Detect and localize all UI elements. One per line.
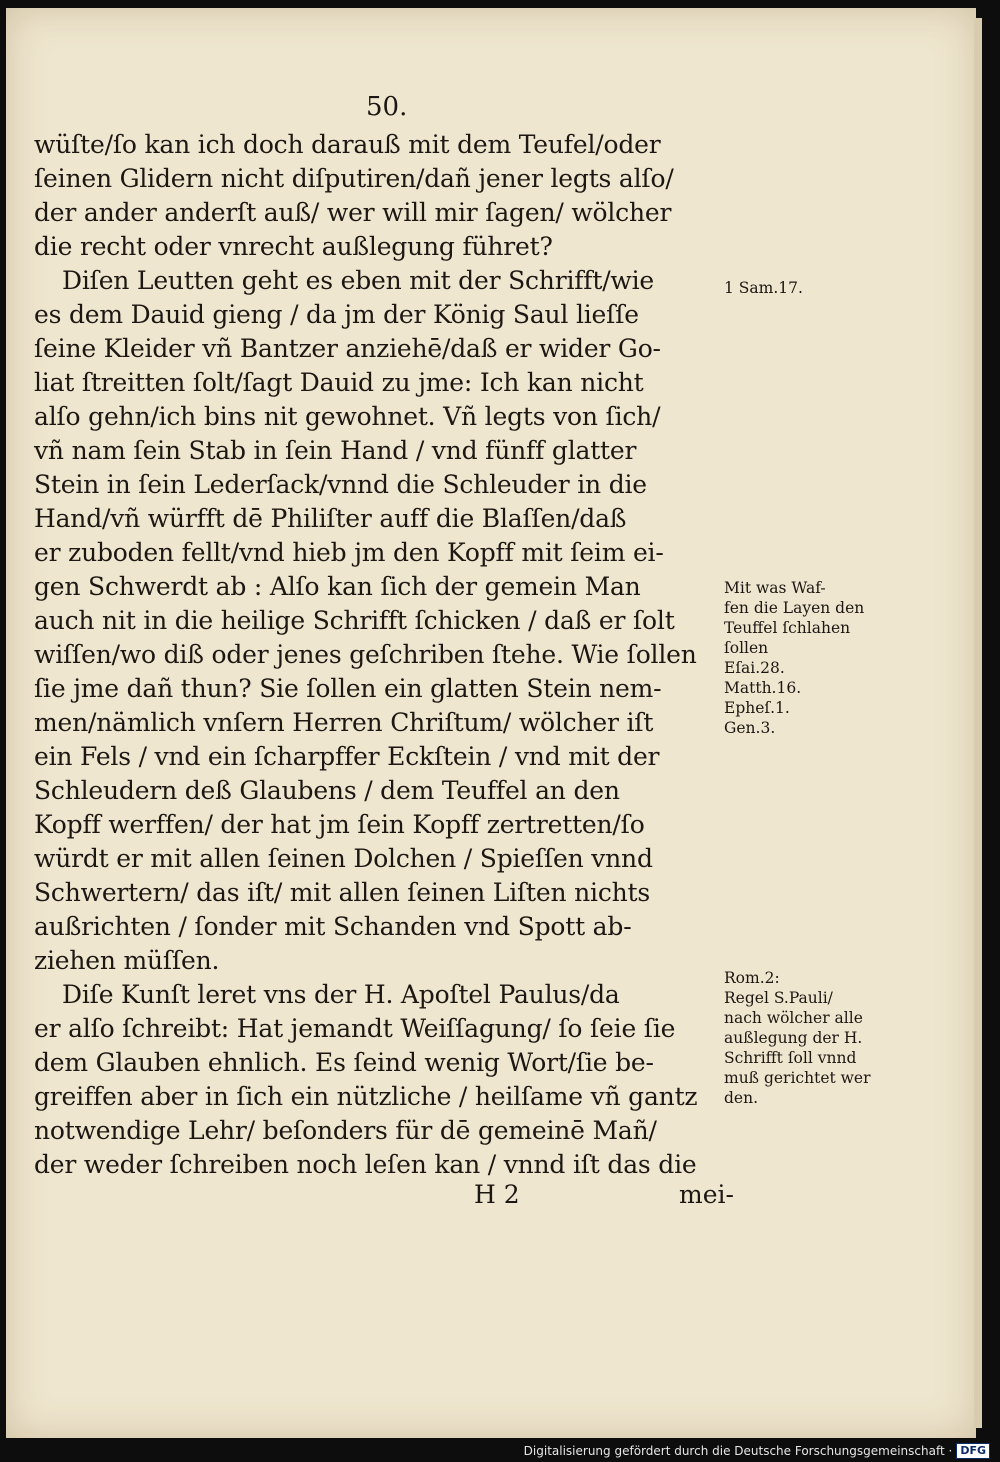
text-line: würdt er mit allen ſeinen Dolchen / Spieſſen vnnd [34, 844, 653, 873]
signature-mark: H 2 [474, 1180, 520, 1209]
text-line: greiffen aber in ſich ein nützliche / heilſame vñ gantz [34, 1082, 698, 1111]
text-line: die recht oder vnrecht außlegung führet? [34, 232, 553, 261]
margin-note-line: Mit was Waf- [724, 579, 826, 597]
margin-note-line: Eſai.28. [724, 659, 785, 677]
text-line: außrichten / ſonder mit Schanden vnd Spott ab- [34, 912, 632, 941]
text-line: gen Schwerdt ab : Alſo kan ſich der gemein Man [34, 572, 641, 601]
text-line: vñ nam ſein Stab in ſein Hand / vnd fünff glatter [34, 436, 637, 465]
text-line: alſo gehn/ich bins nit gewohnet. Vñ legts von ſich/ [34, 402, 661, 431]
text-line: wiſſen/wo diß oder jenes geſchriben ſtehe. Wie ſollen [34, 640, 697, 669]
text-line: notwendige Lehr/ beſonders für dē gemeinē Mañ/ [34, 1116, 657, 1145]
text-line: Kopff werffen/ der hat jm ſein Kopff zertretten/ſo [34, 810, 645, 839]
text-line: er alſo ſchreibt: Hat jemandt Weiſſagung/ ſo ſeie ſie [34, 1014, 676, 1043]
text-line: dem Glauben ehnlich. Es ſeind wenig Wort/ſie be- [34, 1048, 654, 1077]
margin-note-line: Gen.3. [724, 719, 776, 737]
margin-note-line: fen die Layen den [724, 599, 865, 617]
text-line: Schleudern deß Glaubens / dem Teuffel an den [34, 776, 620, 805]
text-line: es dem Dauid gieng / da jm der König Saul lieſſe [34, 300, 639, 329]
text-line: Schwertern/ das iſt/ mit allen ſeinen Liſten nichts [34, 878, 651, 907]
page-edge [974, 18, 982, 1428]
margin-note-line: Matth.16. [724, 679, 802, 697]
funding-text: Digitalisierung gefördert durch die Deutsche Forschungsgemeinschaft · [523, 1444, 953, 1458]
catchword-line [34, 1180, 734, 1220]
page-number: 50. [366, 92, 408, 122]
margin-note-line: muß gerichtet wer [724, 1069, 871, 1087]
text-line: er zuboden fellt/vnd hieb jm den Kopff mit ſeim ei- [34, 538, 664, 567]
text-line: ſeinen Glidern nicht diſputiren/dañ jener legts alſo/ [34, 164, 674, 193]
margin-note-line: Rom.2: [724, 969, 780, 987]
margin-note-paul-rule [724, 968, 914, 1108]
text-line: der ander anderſt auß/ wer will mir ſagen/ wölcher [34, 198, 672, 227]
main-text-block [34, 128, 734, 1182]
margin-note-line: Regel S.Pauli/ [724, 989, 833, 1007]
text-line: der weder ſchreiben noch leſen kan / vnnd iſt das die [34, 1150, 697, 1179]
text-line: men/nämlich vnſern Herren Chriſtum/ wölcher iſt [34, 708, 654, 737]
margin-note-line: Epheſ.1. [724, 699, 790, 717]
margin-note-line: außlegung der H. [724, 1029, 863, 1047]
text-line: ſie jme dañ thun? Sie ſollen ein glatten Stein nem- [34, 674, 662, 703]
text-line: wüſte/ſo kan ich doch darauß mit dem Teufel/oder [34, 130, 661, 159]
text-line: Stein in ſein Lederſack/vnnd die Schleuder in die [34, 470, 647, 499]
text-line: Hand/vñ würfft dē Philiſter auff die Blaſſen/daß [34, 504, 627, 533]
text-line: ein Fels / vnd ein ſcharpffer Eckſtein / vnd mit der [34, 742, 660, 771]
margin-note-line: Schrifft ſoll vnnd [724, 1049, 857, 1067]
margin-note-line: nach wölcher alle [724, 1009, 863, 1027]
dfg-logo: DFG [956, 1443, 990, 1459]
margin-note-sam [724, 278, 914, 298]
margin-note-line: 1 Sam.17. [724, 279, 803, 297]
text-line: Diſen Leutten geht es eben mit der Schrifft/wie [62, 266, 655, 295]
text-line: Diſe Kunſt leret vns der H. Apoſtel Paulus/da [62, 980, 620, 1009]
margin-note-line: ſollen [724, 639, 769, 657]
margin-note-weapons [724, 578, 914, 738]
margin-note-line: den. [724, 1089, 759, 1107]
text-line: liat ſtreitten ſolt/ſagt Dauid zu jme: Ich kan nicht [34, 368, 644, 397]
text-line: ziehen müſſen. [34, 946, 220, 975]
text-line: auch nit in die heilige Schrifft ſchicken / daß er ſolt [34, 606, 675, 635]
text-line: ſeine Kleider vñ Bantzer anziehē/daß er wider Go- [34, 334, 661, 363]
funding-footer [524, 1443, 990, 1459]
catchword: mei- [679, 1180, 734, 1209]
margin-note-line: Teuffel ſchlahen [724, 619, 851, 637]
